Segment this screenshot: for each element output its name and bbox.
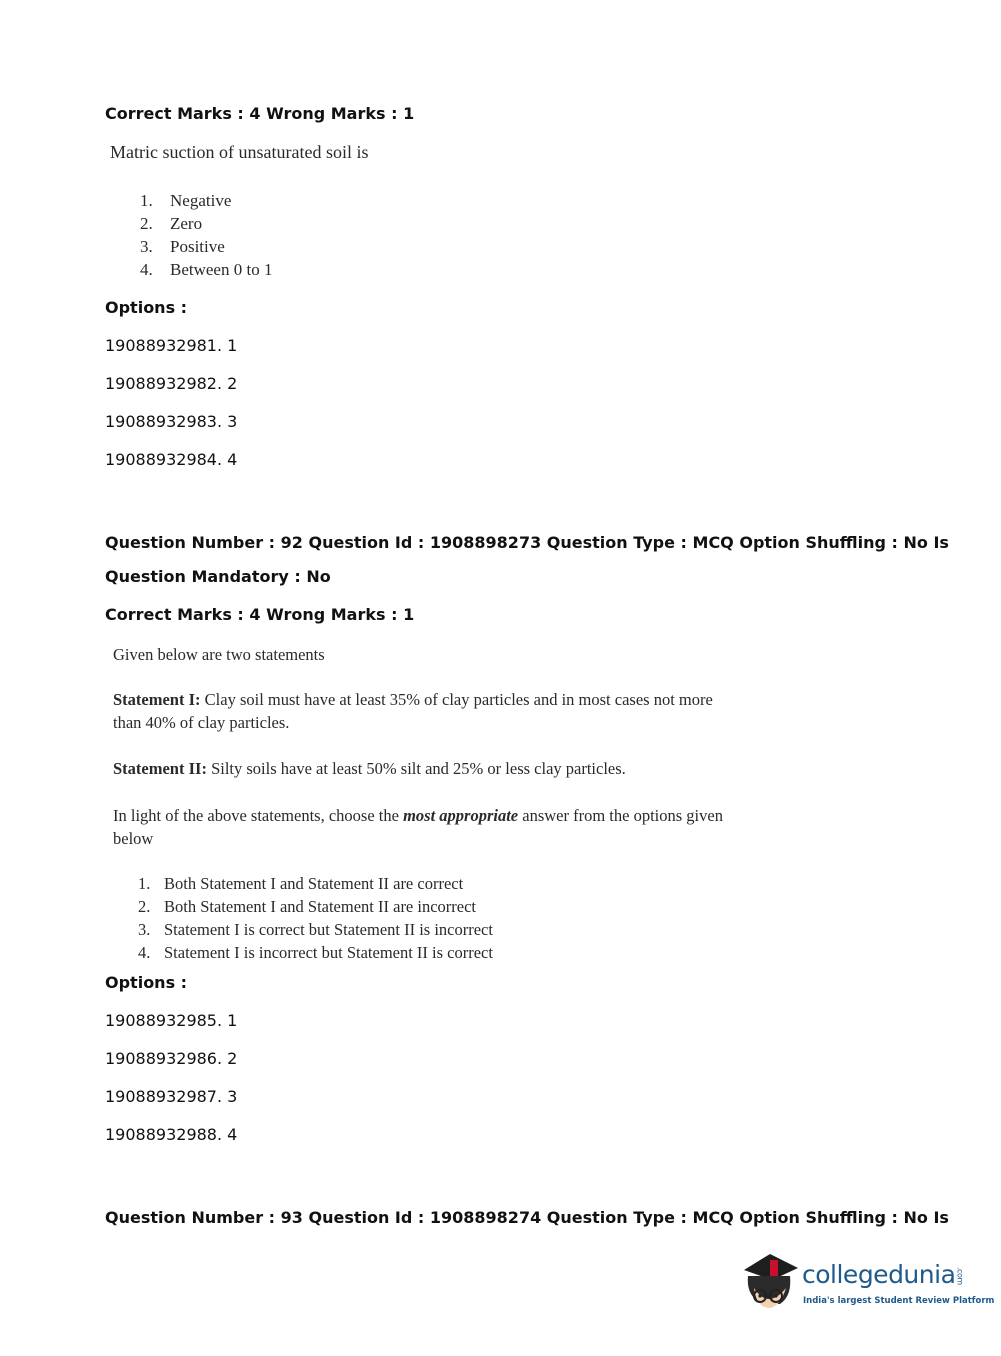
q2-choice-list — [138, 872, 493, 964]
q1-choice: 4. Between 0 to 1 — [140, 260, 273, 279]
mascot-icon — [740, 1248, 802, 1318]
q2-header: Question Number : 92 Question Id : 1908898273 Question Type : MCQ Option Shuffling : No Is — [105, 533, 949, 552]
logo-suffix: .com — [955, 1267, 965, 1285]
q2-prompt: In light of the above statements, choose the most appropriate answer from the options given below — [113, 806, 723, 848]
q2-statement-1 — [113, 688, 728, 734]
q2-option: 19088932987. 3 — [105, 1087, 238, 1106]
q2-option: 19088932985. 1 — [105, 1011, 238, 1030]
q2-marks: Correct Marks : 4 Wrong Marks : 1 — [105, 605, 415, 624]
q2-choice: 3. Statement I is correct but Statement II is incorrect — [138, 920, 493, 939]
q1-option: 19088932982. 2 — [105, 374, 238, 393]
q1-option: 19088932984. 4 — [105, 450, 238, 469]
q1-choice-list — [140, 189, 272, 281]
q1-question-text: Matric suction of unsaturated soil is — [110, 142, 369, 162]
q1-marks: Correct Marks : 4 Wrong Marks : 1 — [105, 104, 415, 123]
prompt-emphasis: most appropriate — [403, 806, 519, 825]
logo-wordmark: collegedunia — [802, 1260, 956, 1289]
collegedunia-logo — [740, 1248, 995, 1318]
logo-tagline: India's largest Student Review Platform — [803, 1296, 995, 1306]
statement-2-text: Silty soils have at least 50% silt and 25% or less clay particles. — [206, 759, 626, 778]
q2-option: 19088932988. 4 — [105, 1125, 238, 1144]
q2-options-label: Options : — [105, 973, 188, 992]
q2-choice: 4. Statement I is incorrect but Statement II is correct — [138, 943, 493, 962]
q1-options-label: Options : — [105, 298, 188, 317]
q2-option: 19088932986. 2 — [105, 1049, 238, 1068]
q1-choice: 3. Positive — [140, 237, 225, 256]
statement-2-label: Statement II: — [113, 759, 207, 778]
q1-choice: 2. Zero — [140, 214, 203, 233]
q3-header: Question Number : 93 Question Id : 1908898274 Question Type : MCQ Option Shuffling : No Is — [105, 1208, 949, 1227]
q1-option: 19088932981. 1 — [105, 336, 238, 355]
q2-choice: 1. Both Statement I and Statement II are correct — [138, 874, 464, 893]
q2-intro: Given below are two statements — [113, 645, 325, 664]
q2-header-mandatory: Question Mandatory : No — [105, 567, 331, 586]
q1-choice: 1. Negative — [140, 191, 232, 210]
q1-option: 19088932983. 3 — [105, 412, 238, 431]
q2-choice: 2. Both Statement I and Statement II are incorrect — [138, 897, 477, 916]
q2-statement-2 — [113, 757, 753, 780]
statement-1-label: Statement I: — [113, 690, 201, 709]
statement-1-text: Clay soil must have at least 35% of clay particles and in most cases not more than 40% of clay particles. — [113, 690, 713, 732]
